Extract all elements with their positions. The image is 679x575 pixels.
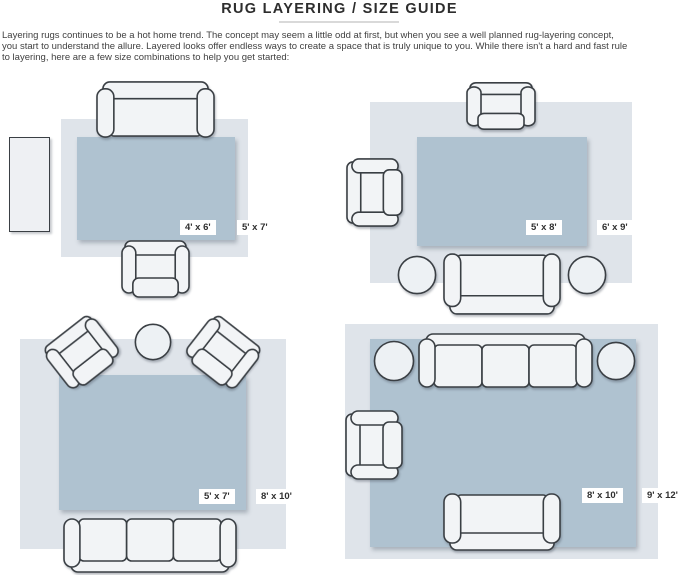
armchair [346,158,403,227]
sofa [96,81,215,138]
intro-text [2,30,678,63]
outer-rug-size-label: 8' x 10' [256,489,297,504]
title-divider [279,21,399,23]
loveseat [443,493,561,551]
round-ottoman [596,341,636,381]
sofa [418,333,593,388]
round-side-table [134,323,172,361]
intro-line: Layering rugs continues to be a hot home trend. The concept may seem a little odd at first, but when you see a well planned rug-layering concept, [2,30,614,41]
intro-line: you start to understand the allure. Layered looks offer endless ways to create a space that is truly unique to you. While there isn't a hard and fast rule [2,41,628,52]
loveseat [443,253,561,315]
round-ottoman [397,255,437,295]
armchair [345,410,403,480]
armchair [466,82,536,130]
inner-rug-size-label: 5' x 8' [526,220,562,235]
console-table [9,137,50,232]
page-title: RUG LAYERING / SIZE GUIDE [221,1,458,17]
inner-rug-size-label: 8' x 10' [582,488,623,503]
intro-line: to layering, here are a few size combinations to help you get started: [2,52,290,63]
inner-rug-size-label: 5' x 7' [199,489,235,504]
armchair [121,240,190,298]
outer-rug-size-label: 9' x 12' [642,488,679,503]
outer-rug-size-label: 6' x 9' [597,220,633,235]
inner-rug-size-label: 4' x 6' [180,220,216,235]
round-ottoman [567,255,607,295]
sofa [63,518,237,573]
round-ottoman [373,340,415,382]
outer-rug-size-label: 5' x 7' [237,220,273,235]
